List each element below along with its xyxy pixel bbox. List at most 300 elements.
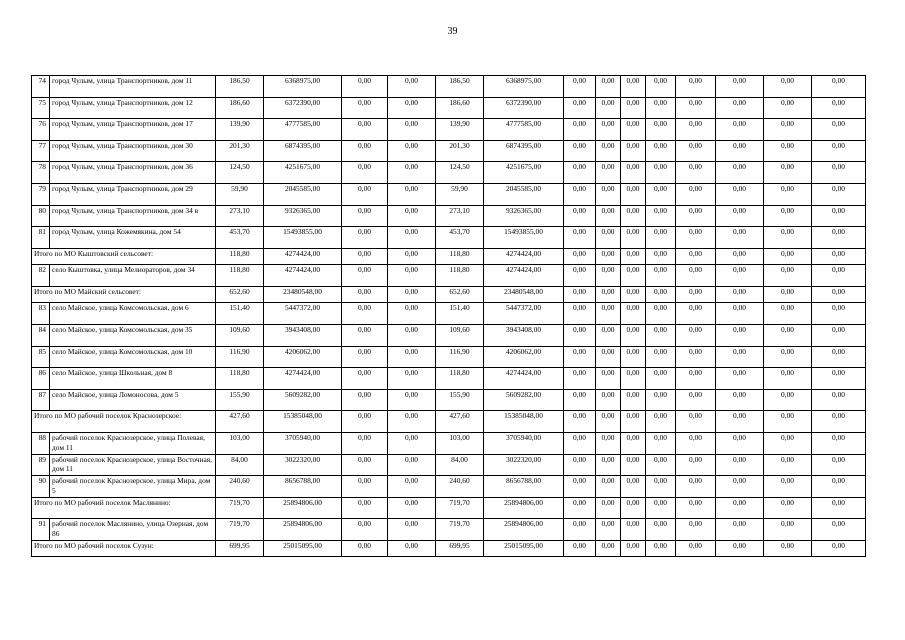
value-cell: 0,00 xyxy=(716,476,764,498)
value-cell: 0,00 xyxy=(676,162,716,184)
value-cell: 4274424,00 xyxy=(484,265,564,287)
row-number: 91 xyxy=(32,519,50,541)
value-cell: 0,00 xyxy=(716,265,764,287)
value-cell: 0,00 xyxy=(764,368,812,390)
value-cell: 273,10 xyxy=(436,205,484,227)
value-cell: 0,00 xyxy=(596,205,621,227)
value-cell: 0,00 xyxy=(646,519,676,541)
value-cell: 0,00 xyxy=(676,119,716,141)
value-cell: 0,00 xyxy=(812,497,866,519)
value-cell: 0,00 xyxy=(646,303,676,325)
value-cell: 118,80 xyxy=(216,248,264,265)
value-cell: 0,00 xyxy=(596,540,621,557)
value-cell: 0,00 xyxy=(676,454,716,476)
value-cell: 0,00 xyxy=(564,76,596,98)
value-cell: 0,00 xyxy=(716,162,764,184)
value-cell: 0,00 xyxy=(388,286,436,303)
value-cell: 25015095,00 xyxy=(484,540,564,557)
value-cell: 116,90 xyxy=(216,346,264,368)
value-cell: 84,00 xyxy=(216,454,264,476)
value-cell: 0,00 xyxy=(764,97,812,119)
table-row xyxy=(32,368,866,390)
value-cell: 0,00 xyxy=(596,519,621,541)
value-cell: 59,90 xyxy=(436,183,484,205)
value-cell: 0,00 xyxy=(342,389,388,411)
table-row xyxy=(32,205,866,227)
value-cell: 0,00 xyxy=(716,411,764,433)
value-cell: 0,00 xyxy=(388,540,436,557)
row-number: 83 xyxy=(32,303,50,325)
value-cell: 15493855,00 xyxy=(484,227,564,249)
value-cell: 0,00 xyxy=(596,286,621,303)
value-cell: 0,00 xyxy=(812,183,866,205)
value-cell: 0,00 xyxy=(564,519,596,541)
value-cell: 0,00 xyxy=(621,162,646,184)
value-cell: 0,00 xyxy=(812,119,866,141)
value-cell: 0,00 xyxy=(388,497,436,519)
value-cell: 0,00 xyxy=(342,286,388,303)
value-cell: 118,80 xyxy=(436,368,484,390)
value-cell: 0,00 xyxy=(621,205,646,227)
value-cell: 0,00 xyxy=(621,227,646,249)
value-cell: 109,60 xyxy=(436,324,484,346)
value-cell: 0,00 xyxy=(342,183,388,205)
table-row xyxy=(32,97,866,119)
value-cell: 0,00 xyxy=(564,324,596,346)
value-cell: 0,00 xyxy=(596,183,621,205)
row-number: 76 xyxy=(32,119,50,141)
value-cell: 0,00 xyxy=(812,476,866,498)
value-cell: 15493855,00 xyxy=(264,227,342,249)
value-cell: 0,00 xyxy=(764,346,812,368)
value-cell: 0,00 xyxy=(716,540,764,557)
table-row xyxy=(32,119,866,141)
value-cell: 0,00 xyxy=(596,411,621,433)
table-row xyxy=(32,227,866,249)
value-cell: 0,00 xyxy=(764,76,812,98)
value-cell: 0,00 xyxy=(564,119,596,141)
value-cell: 0,00 xyxy=(564,454,596,476)
value-cell: 0,00 xyxy=(646,389,676,411)
value-cell: 6372390,00 xyxy=(484,97,564,119)
value-cell: 0,00 xyxy=(764,519,812,541)
value-cell: 0,00 xyxy=(764,248,812,265)
value-cell: 0,00 xyxy=(388,368,436,390)
value-cell: 0,00 xyxy=(564,389,596,411)
table-row xyxy=(32,476,866,498)
address-cell: рабочий поселок Маслянино, улица Озерная, дом 86 xyxy=(50,519,216,541)
value-cell: 0,00 xyxy=(646,411,676,433)
row-number: 84 xyxy=(32,324,50,346)
value-cell: 155,90 xyxy=(216,389,264,411)
value-cell: 4206062,00 xyxy=(484,346,564,368)
value-cell: 0,00 xyxy=(812,97,866,119)
value-cell: 0,00 xyxy=(646,248,676,265)
value-cell: 139,90 xyxy=(436,119,484,141)
value-cell: 0,00 xyxy=(564,140,596,162)
value-cell: 23480548,00 xyxy=(484,286,564,303)
value-cell: 0,00 xyxy=(596,140,621,162)
table-row xyxy=(32,432,866,454)
address-cell: село Кыштовка, улица Мелиораторов, дом 34 xyxy=(50,265,216,287)
value-cell: 6368975,00 xyxy=(484,76,564,98)
value-cell: 3943408,00 xyxy=(484,324,564,346)
address-cell: рабочий поселок Краснозерское, улица Полевая, дом 11 xyxy=(50,432,216,454)
value-cell: 0,00 xyxy=(621,432,646,454)
value-cell: 0,00 xyxy=(564,476,596,498)
address-cell: село Майское, улица Школьная, дом 8 xyxy=(50,368,216,390)
value-cell: 4274424,00 xyxy=(264,265,342,287)
value-cell: 0,00 xyxy=(764,183,812,205)
value-cell: 0,00 xyxy=(676,497,716,519)
value-cell: 118,80 xyxy=(216,265,264,287)
value-cell: 0,00 xyxy=(596,346,621,368)
value-cell: 4777585,00 xyxy=(264,119,342,141)
value-cell: 4274424,00 xyxy=(264,248,342,265)
value-cell: 0,00 xyxy=(764,497,812,519)
value-cell: 8656788,00 xyxy=(484,476,564,498)
value-cell: 0,00 xyxy=(646,324,676,346)
value-cell: 0,00 xyxy=(621,411,646,433)
value-cell: 0,00 xyxy=(388,140,436,162)
value-cell: 0,00 xyxy=(342,432,388,454)
value-cell: 0,00 xyxy=(342,540,388,557)
value-cell: 0,00 xyxy=(676,248,716,265)
value-cell: 0,00 xyxy=(812,411,866,433)
value-cell: 6874395,00 xyxy=(264,140,342,162)
value-cell: 0,00 xyxy=(342,205,388,227)
address-cell: село Майское, улица Комсомольская, дом 35 xyxy=(50,324,216,346)
value-cell: 0,00 xyxy=(596,324,621,346)
value-cell: 453,70 xyxy=(436,227,484,249)
value-cell: 0,00 xyxy=(646,497,676,519)
value-cell: 0,00 xyxy=(764,140,812,162)
table-total-row xyxy=(32,411,866,433)
value-cell: 0,00 xyxy=(388,162,436,184)
value-cell: 0,00 xyxy=(646,346,676,368)
address-cell: село Майское, улица Комсомольская, дом 10 xyxy=(50,346,216,368)
value-cell: 0,00 xyxy=(564,183,596,205)
value-cell: 109,60 xyxy=(216,324,264,346)
value-cell: 0,00 xyxy=(646,76,676,98)
value-cell: 0,00 xyxy=(621,140,646,162)
value-cell: 0,00 xyxy=(342,368,388,390)
value-cell: 0,00 xyxy=(764,540,812,557)
value-cell: 719,70 xyxy=(216,497,264,519)
value-cell: 0,00 xyxy=(812,389,866,411)
value-cell: 273,10 xyxy=(216,205,264,227)
address-cell: рабочий поселок Краснозерское, улица Мира, дом 5 xyxy=(50,476,216,498)
value-cell: 0,00 xyxy=(812,454,866,476)
value-cell: 0,00 xyxy=(621,519,646,541)
value-cell: 0,00 xyxy=(564,248,596,265)
row-number: 85 xyxy=(32,346,50,368)
value-cell: 699,95 xyxy=(216,540,264,557)
value-cell: 0,00 xyxy=(812,346,866,368)
address-cell: город Чулым, улица Транспортников, дом 29 xyxy=(50,183,216,205)
value-cell: 0,00 xyxy=(342,324,388,346)
value-cell: 0,00 xyxy=(621,346,646,368)
value-cell: 4251675,00 xyxy=(484,162,564,184)
value-cell: 0,00 xyxy=(716,454,764,476)
row-number: 78 xyxy=(32,162,50,184)
row-number: 79 xyxy=(32,183,50,205)
value-cell: 0,00 xyxy=(716,183,764,205)
value-cell: 0,00 xyxy=(388,303,436,325)
value-cell: 0,00 xyxy=(676,140,716,162)
value-cell: 453,70 xyxy=(216,227,264,249)
value-cell: 0,00 xyxy=(564,346,596,368)
value-cell: 186,60 xyxy=(436,97,484,119)
value-cell: 0,00 xyxy=(564,162,596,184)
value-cell: 0,00 xyxy=(812,248,866,265)
value-cell: 0,00 xyxy=(596,368,621,390)
value-cell: 0,00 xyxy=(388,411,436,433)
value-cell: 0,00 xyxy=(596,389,621,411)
value-cell: 0,00 xyxy=(596,162,621,184)
value-cell: 0,00 xyxy=(596,497,621,519)
value-cell: 186,50 xyxy=(216,76,264,98)
value-cell: 0,00 xyxy=(812,265,866,287)
value-cell: 0,00 xyxy=(646,140,676,162)
value-cell: 0,00 xyxy=(564,205,596,227)
value-cell: 0,00 xyxy=(646,227,676,249)
address-cell: город Чулым, улица Транспортников, дом 17 xyxy=(50,119,216,141)
address-cell: рабочий поселок Краснозерское, улица Восточная, дом 11 xyxy=(50,454,216,476)
value-cell: 719,70 xyxy=(436,497,484,519)
value-cell: 0,00 xyxy=(764,265,812,287)
value-cell: 0,00 xyxy=(764,119,812,141)
value-cell: 0,00 xyxy=(676,368,716,390)
row-number: 88 xyxy=(32,432,50,454)
value-cell: 0,00 xyxy=(812,205,866,227)
value-cell: 0,00 xyxy=(764,476,812,498)
value-cell: 0,00 xyxy=(342,476,388,498)
value-cell: 0,00 xyxy=(812,162,866,184)
value-cell: 0,00 xyxy=(388,454,436,476)
value-cell: 3705940,00 xyxy=(264,432,342,454)
value-cell: 0,00 xyxy=(388,324,436,346)
value-cell: 151,40 xyxy=(216,303,264,325)
value-cell: 0,00 xyxy=(764,162,812,184)
value-cell: 5609282,00 xyxy=(484,389,564,411)
row-number: 81 xyxy=(32,227,50,249)
value-cell: 0,00 xyxy=(621,497,646,519)
value-cell: 0,00 xyxy=(676,227,716,249)
value-cell: 23480548,00 xyxy=(264,286,342,303)
value-cell: 0,00 xyxy=(621,324,646,346)
value-cell: 0,00 xyxy=(596,265,621,287)
value-cell: 0,00 xyxy=(764,286,812,303)
value-cell: 719,70 xyxy=(216,519,264,541)
value-cell: 3022320,00 xyxy=(484,454,564,476)
value-cell: 0,00 xyxy=(342,346,388,368)
value-cell: 0,00 xyxy=(596,454,621,476)
value-cell: 25015095,00 xyxy=(264,540,342,557)
value-cell: 0,00 xyxy=(342,519,388,541)
value-cell: 0,00 xyxy=(646,432,676,454)
value-cell: 0,00 xyxy=(676,205,716,227)
value-cell: 4274424,00 xyxy=(484,368,564,390)
value-cell: 0,00 xyxy=(812,324,866,346)
value-cell: 0,00 xyxy=(716,227,764,249)
value-cell: 15385048,00 xyxy=(264,411,342,433)
table-row xyxy=(32,265,866,287)
row-number: 90 xyxy=(32,476,50,498)
value-cell: 0,00 xyxy=(388,432,436,454)
value-cell: 201,30 xyxy=(216,140,264,162)
value-cell: 240,60 xyxy=(436,476,484,498)
value-cell: 0,00 xyxy=(388,183,436,205)
page-number: 39 xyxy=(447,26,458,37)
value-cell: 25894806,00 xyxy=(264,519,342,541)
value-cell: 0,00 xyxy=(676,286,716,303)
table-row xyxy=(32,324,866,346)
value-cell: 116,90 xyxy=(436,346,484,368)
table-total-row xyxy=(32,540,866,557)
value-cell: 3705940,00 xyxy=(484,432,564,454)
value-cell: 0,00 xyxy=(812,76,866,98)
value-cell: 0,00 xyxy=(646,368,676,390)
total-label-cell: Итого по МО рабочий поселок Маслянино: xyxy=(32,497,216,519)
value-cell: 0,00 xyxy=(716,519,764,541)
value-cell: 186,60 xyxy=(216,97,264,119)
value-cell: 699,95 xyxy=(436,540,484,557)
value-cell: 0,00 xyxy=(342,411,388,433)
value-cell: 0,00 xyxy=(676,76,716,98)
value-cell: 4777585,00 xyxy=(484,119,564,141)
value-cell: 0,00 xyxy=(676,476,716,498)
value-cell: 0,00 xyxy=(812,519,866,541)
value-cell: 0,00 xyxy=(342,454,388,476)
value-cell: 2045585,00 xyxy=(484,183,564,205)
value-cell: 0,00 xyxy=(812,368,866,390)
table-row xyxy=(32,140,866,162)
value-cell: 0,00 xyxy=(596,476,621,498)
value-cell: 118,80 xyxy=(436,248,484,265)
value-cell: 0,00 xyxy=(621,476,646,498)
value-cell: 427,60 xyxy=(436,411,484,433)
value-cell: 0,00 xyxy=(764,411,812,433)
value-cell: 0,00 xyxy=(596,432,621,454)
value-cell: 0,00 xyxy=(676,389,716,411)
table-total-row xyxy=(32,497,866,519)
value-cell: 9326365,00 xyxy=(484,205,564,227)
value-cell: 103,00 xyxy=(436,432,484,454)
value-cell: 0,00 xyxy=(564,303,596,325)
value-cell: 0,00 xyxy=(388,248,436,265)
value-cell: 0,00 xyxy=(596,248,621,265)
value-cell: 0,00 xyxy=(716,368,764,390)
table-row xyxy=(32,346,866,368)
value-cell: 0,00 xyxy=(388,476,436,498)
value-cell: 0,00 xyxy=(764,454,812,476)
value-cell: 240,60 xyxy=(216,476,264,498)
value-cell: 0,00 xyxy=(716,97,764,119)
value-cell: 0,00 xyxy=(388,265,436,287)
value-cell: 0,00 xyxy=(764,432,812,454)
address-cell: город Чулым, улица Транспортников, дом 12 xyxy=(50,97,216,119)
value-cell: 6372390,00 xyxy=(264,97,342,119)
value-cell: 155,90 xyxy=(436,389,484,411)
value-cell: 0,00 xyxy=(621,119,646,141)
value-cell: 0,00 xyxy=(388,389,436,411)
value-cell: 3943408,00 xyxy=(264,324,342,346)
table-row xyxy=(32,519,866,541)
value-cell: 0,00 xyxy=(676,265,716,287)
value-cell: 0,00 xyxy=(342,497,388,519)
value-cell: 0,00 xyxy=(621,183,646,205)
table-total-row xyxy=(32,248,866,265)
value-cell: 0,00 xyxy=(812,540,866,557)
value-cell: 0,00 xyxy=(646,97,676,119)
value-cell: 0,00 xyxy=(564,540,596,557)
value-cell: 3022320,00 xyxy=(264,454,342,476)
total-label-cell: Итого по МО рабочий поселок Сузун: xyxy=(32,540,216,557)
address-cell: город Чулым, улица Кожемякина, дом 54 xyxy=(50,227,216,249)
value-cell: 15385048,00 xyxy=(484,411,564,433)
value-cell: 0,00 xyxy=(621,389,646,411)
total-label-cell: Итого по МО Кыштовский сельсовет: xyxy=(32,248,216,265)
address-cell: село Майское, улица Ломоносова, дом 5 xyxy=(50,389,216,411)
value-cell: 0,00 xyxy=(388,227,436,249)
value-cell: 0,00 xyxy=(646,205,676,227)
value-cell: 0,00 xyxy=(621,454,646,476)
value-cell: 0,00 xyxy=(716,119,764,141)
value-cell: 0,00 xyxy=(621,540,646,557)
value-cell: 0,00 xyxy=(812,432,866,454)
row-number: 80 xyxy=(32,205,50,227)
value-cell: 9326365,00 xyxy=(264,205,342,227)
value-cell: 0,00 xyxy=(342,119,388,141)
value-cell: 5447372,00 xyxy=(264,303,342,325)
value-cell: 0,00 xyxy=(646,476,676,498)
value-cell: 2045585,00 xyxy=(264,183,342,205)
address-cell: город Чулым, улица Транспортников, дом 30 xyxy=(50,140,216,162)
value-cell: 0,00 xyxy=(716,346,764,368)
value-cell: 0,00 xyxy=(646,540,676,557)
value-cell: 0,00 xyxy=(764,205,812,227)
value-cell: 201,30 xyxy=(436,140,484,162)
value-cell: 5609282,00 xyxy=(264,389,342,411)
value-cell: 0,00 xyxy=(564,286,596,303)
value-cell: 0,00 xyxy=(676,324,716,346)
value-cell: 0,00 xyxy=(812,303,866,325)
address-cell: село Майское, улица Комсомольская, дом 6 xyxy=(50,303,216,325)
value-cell: 0,00 xyxy=(716,76,764,98)
value-cell: 6874395,00 xyxy=(484,140,564,162)
value-cell: 4206062,00 xyxy=(264,346,342,368)
value-cell: 25894806,00 xyxy=(484,497,564,519)
value-cell: 0,00 xyxy=(716,324,764,346)
value-cell: 0,00 xyxy=(676,519,716,541)
value-cell: 719,70 xyxy=(436,519,484,541)
value-cell: 0,00 xyxy=(716,140,764,162)
value-cell: 25894806,00 xyxy=(484,519,564,541)
value-cell: 0,00 xyxy=(342,265,388,287)
address-cell: город Чулым, улица Транспортников, дом 11 xyxy=(50,76,216,98)
value-cell: 6368975,00 xyxy=(264,76,342,98)
value-cell: 0,00 xyxy=(676,183,716,205)
value-cell: 59,90 xyxy=(216,183,264,205)
table-row xyxy=(32,389,866,411)
row-number: 75 xyxy=(32,97,50,119)
value-cell: 0,00 xyxy=(596,76,621,98)
value-cell: 4251675,00 xyxy=(264,162,342,184)
value-cell: 186,50 xyxy=(436,76,484,98)
value-cell: 0,00 xyxy=(621,248,646,265)
value-cell: 0,00 xyxy=(812,140,866,162)
